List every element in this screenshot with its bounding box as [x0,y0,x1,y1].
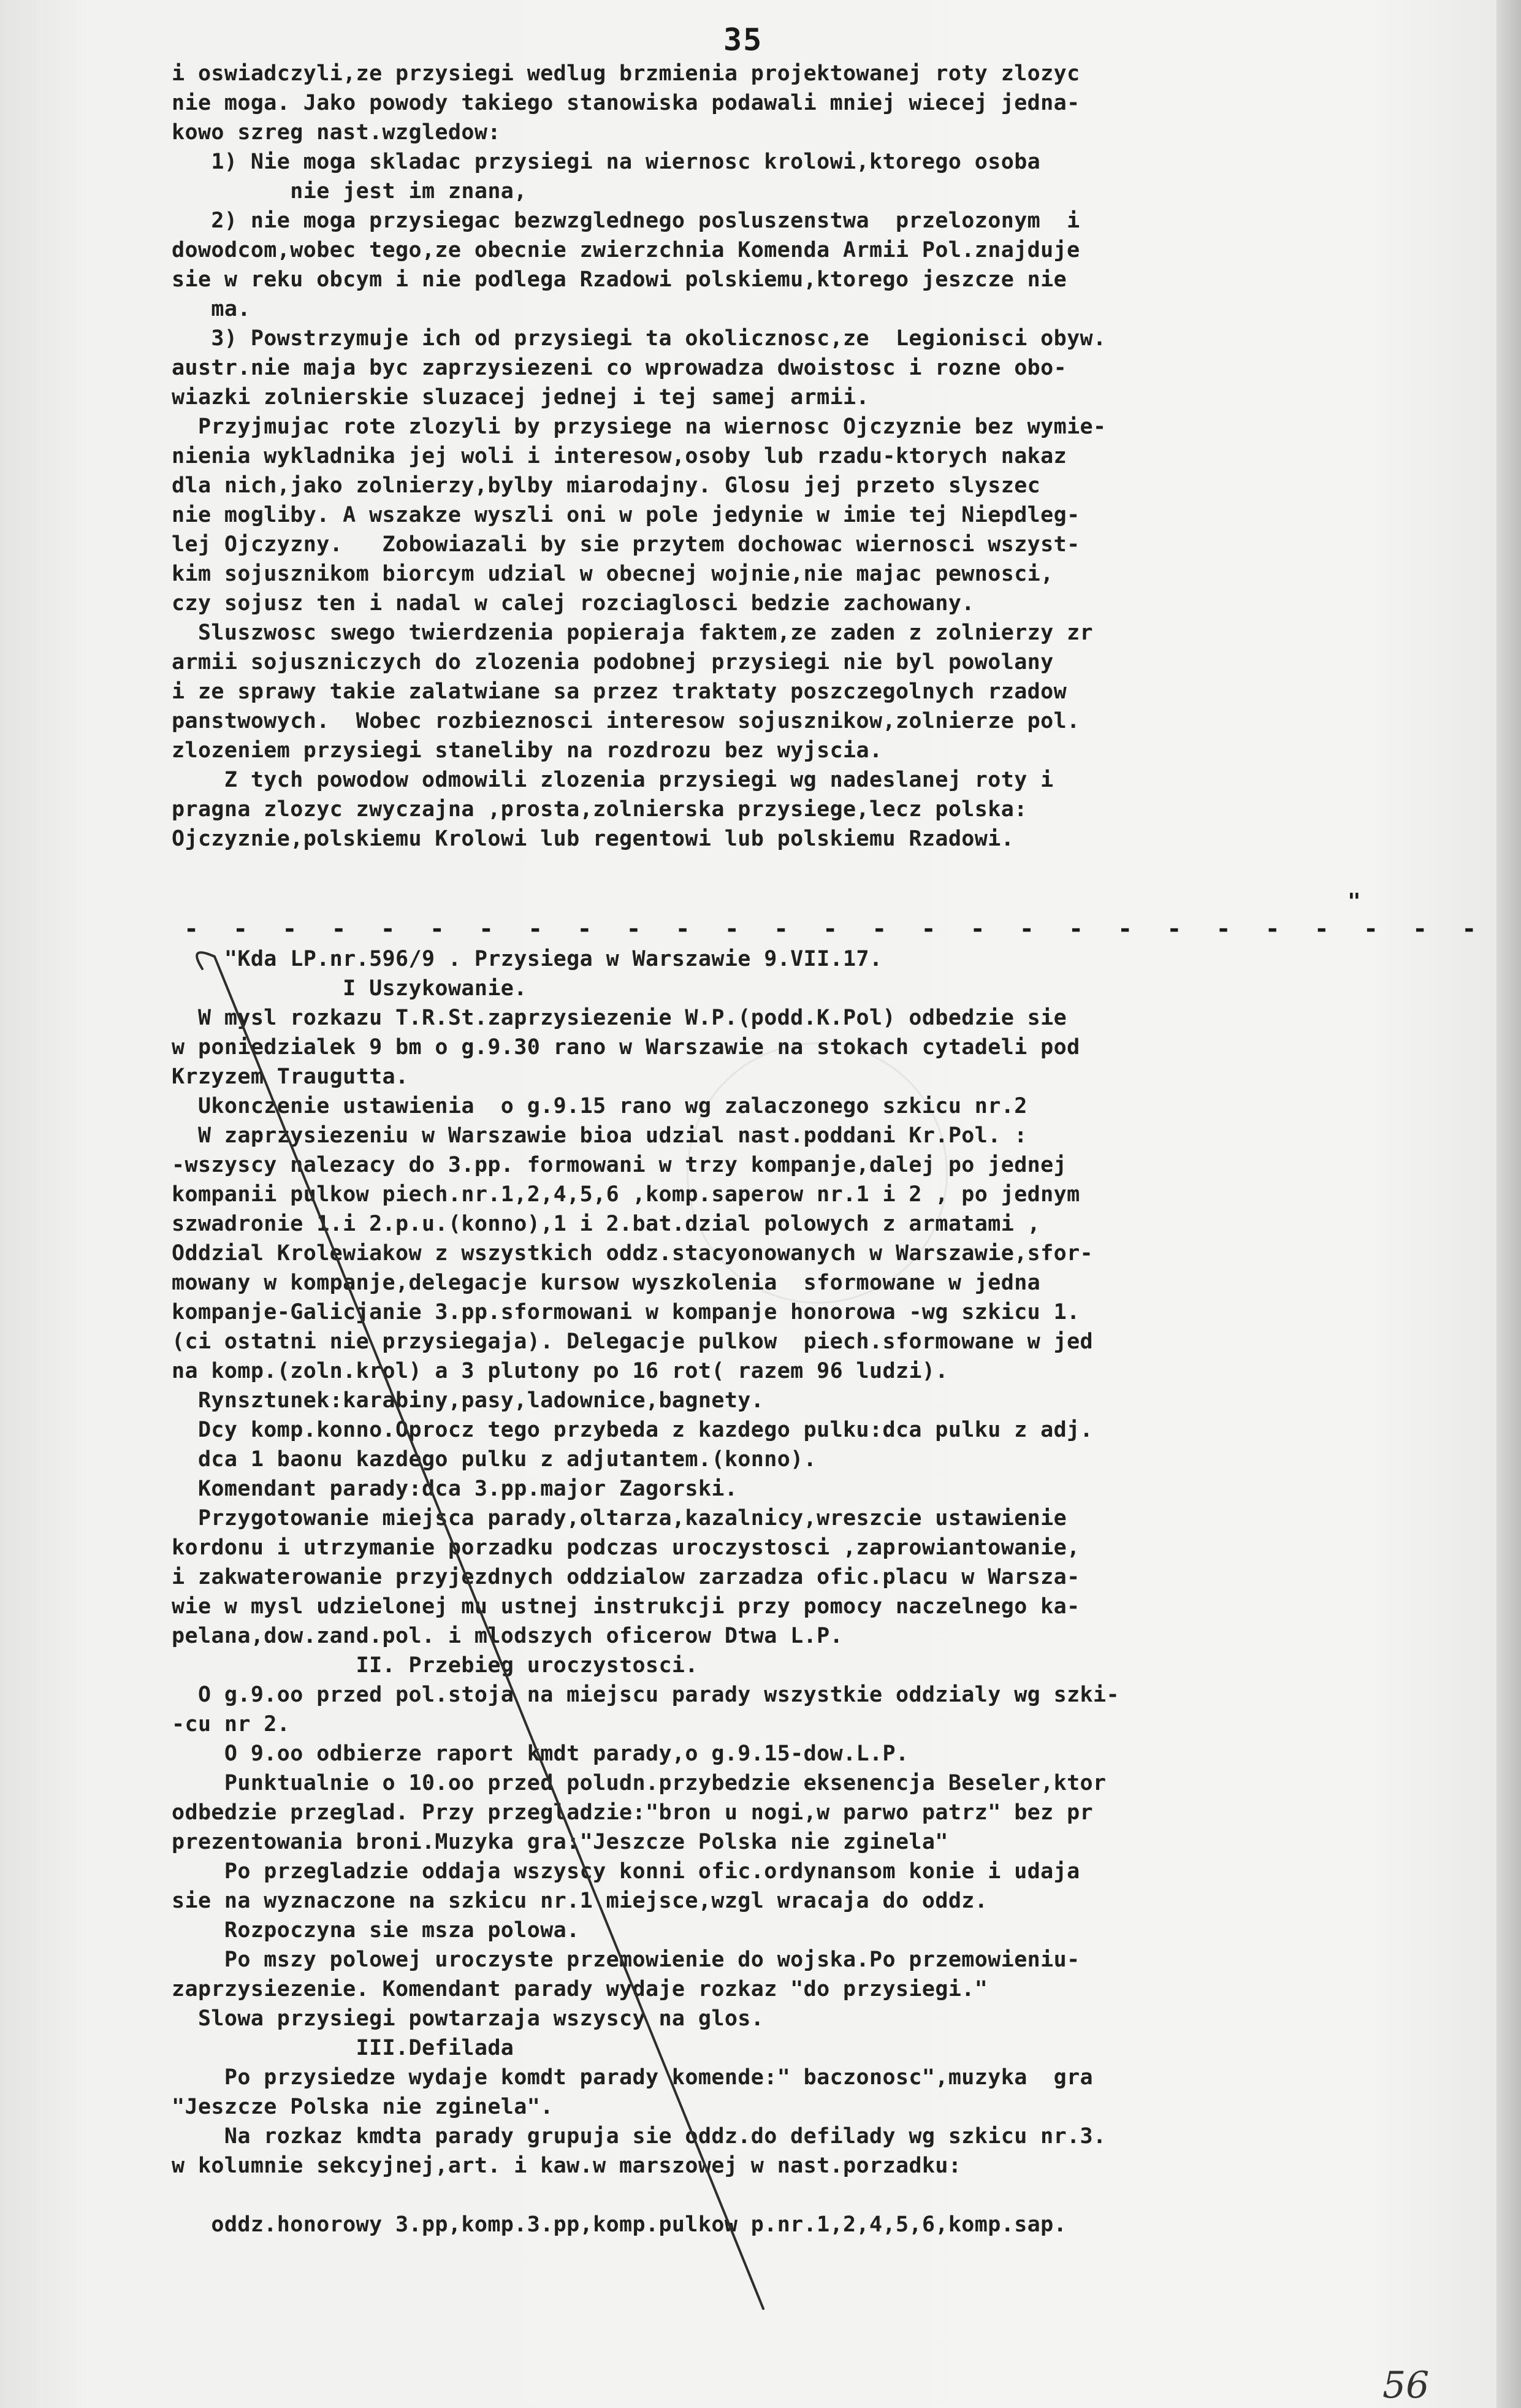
text-line: nie moga. Jako powody takiego stanowiska podawali mniej wiecej jedna- [172,91,1080,115]
text-line: sie w reku obcym i nie podlega Rzadowi polskiemu,ktorego jeszcze nie [172,267,1067,292]
text-line: kim sojusznikom biorcym udzial w obecnej wojnie,nie majac pewnosci, [172,562,1054,586]
text-line: Oddzial Krolewiakow z wszystkich oddz.stacyonowanych w Warszawie,sfor- [172,1241,1094,1266]
text-line: 1) Nie moga skladac przysiegi na wiernosc krolowi,ktorego osoba [172,150,1041,174]
dashed-separator: - - - - - - - - - - - - - - - - - - - - - - - - - - - [184,915,1487,943]
text-line: Punktualnie o 10.oo przed poludn.przybedzie eksenencja Beseler,ktor [172,1771,1107,1795]
text-line: "Kda LP.nr.596/9 . Przysiega w Warszawie 9.VII.17. [172,947,883,971]
text-line: Ojczyznie,polskiemu Krolowi lub regentowi lub polskiemu Rzadowi. [172,827,1015,851]
text-line: Komendant parady:dca 3.pp.major Zagorski. [172,1477,738,1501]
text-line: Na rozkaz kmdta parady grupuja sie oddz.do defilady wg szkicu nr.3. [172,2124,1107,2149]
text-line: pelana,dow.zand.pol. i mlodszych oficerow Dtwa L.P. [172,1624,844,1648]
text-line: II. Przebieg uroczystosci. [172,1653,698,1678]
text-line: zaprzysiezenie. Komendant parady wydaje rozkaz "do przysiegi." [172,1977,988,2001]
text-line: austr.nie maja byc zaprzysiezeni co wprowadza dwoistosc i rozne obo- [172,356,1067,380]
text-line: Po przysiedze wydaje komdt parady komende:" baczonosc",muzyka gra [172,2065,1094,2090]
text-line: kompanje-Galicjanie 3.pp.sformowani w kompanje honorowa -wg szkicu 1. [172,1300,1080,1324]
text-line: -wszyscy nalezacy do 3.pp. formowani w trzy kompanje,dalej po jednej [172,1153,1067,1177]
text-line: lej Ojczyzny. Zobowiazali by sie przytem dochowac wiernosci wszyst- [172,532,1080,557]
text-line: Ukonczenie ustawienia o g.9.15 rano wg zalaczonego szkicu nr.2 [172,1094,1027,1118]
text-line: pragna zlozyc zwyczajna ,prosta,zolnierska przysiege,lecz polska: [172,797,1027,822]
text-line: szwadronie 1.i 2.p.u.(konno),1 i 2.bat.dzial polowych z armatami , [172,1212,1041,1236]
page-number: 35 [723,22,763,58]
text-line: 3) Powstrzymuje ich od przysiegi ta okolicznosc,ze Legionisci obyw. [172,326,1107,351]
text-line: zlozeniem przysiegi staneliby na rozdrozu bez wyjscia. [172,738,883,763]
text-line: I Uszykowanie. [172,976,527,1001]
text-line: -cu nr 2. [172,1712,291,1737]
text-line: odbedzie przeglad. Przy przegladzie:"bron u nogi,w parwo patrz" bez pr [172,1800,1094,1825]
text-line: wie w mysl udzielonej mu ustnej instrukcji przy pomocy naczelnego ka- [172,1594,1080,1619]
text-line: dca 1 baonu kazdego pulku z adjutantem.(konno). [172,1447,817,1472]
text-line: w kolumnie sekcyjnej,art. i kaw.w marszowej w nast.porzadku: [172,2154,962,2178]
closing-quote-mark: " [1348,889,1361,914]
text-line: O g.9.oo przed pol.stoja na miejscu parady wszystkie oddzialy wg szki- [172,1683,1119,1707]
text-line: czy sojusz ten i nadal w calej rozciaglosci bedzie zachowany. [172,591,975,616]
text-line: Po mszy polowej uroczyste przemowienie do wojska.Po przemowieniu- [172,1947,1080,1972]
text-line: 2) nie moga przysiegac bezwzglednego posluszenstwa przelozonym i [172,208,1080,233]
text-line: Rozpoczyna sie msza polowa. [172,1918,580,1943]
text-line: nie jest im znana, [172,179,527,204]
text-line: i ze sprawy takie zalatwiane sa przez traktaty poszczegolnych rzadow [172,679,1067,704]
text-line: na komp.(zoln.krol) a 3 plutony po 16 rot( razem 96 ludzi). [172,1359,948,1383]
text-line: Przygotowanie miejsca parady,oltarza,kazalnicy,wreszcie ustawienie [172,1506,1067,1531]
text-line: kordonu i utrzymanie porzadku podczas uroczystosci ,zaprowiantowanie, [172,1535,1080,1560]
handwritten-archive-number: 56 [1382,2364,1430,2407]
text-line: Rynsztunek:karabiny,pasy,ladownice,bagnety. [172,1388,764,1413]
text-line: Sluszwosc swego twierdzenia popieraja faktem,ze zaden z zolnierzy zr [172,621,1094,645]
text-line: oddz.honorowy 3.pp,komp.3.pp,komp.pulkow p.nr.1,2,4,5,6,komp.sap. [172,2212,1067,2237]
text-line: kowo szreg nast.wzgledow: [172,120,501,145]
text-line: panstwowych. Wobec rozbieznosci interesow sojusznikow,zolnierze pol. [172,709,1080,733]
text-line [172,2181,1459,2210]
text-line: prezentowania broni.Muzyka gra:"Jeszcze Polska nie zginela" [172,1830,948,1854]
text-line: Z tych powodow odmowili zlozenia przysiegi wg nadeslanej roty i [172,768,1054,792]
text-line: Slowa przysiegi powtarzaja wszyscy na glos. [172,2006,764,2031]
text-line: dla nich,jako zolnierzy,bylby miarodajny. Glosu jej przeto slyszec [172,473,1041,498]
text-line: w poniedzialek 9 bm o g.9.30 rano w Warszawie na stokach cytadeli pod [172,1035,1080,1060]
text-line: armii sojuszniczych do zlozenia podobnej przysiegi nie byl powolany [172,650,1054,675]
text-line: W zaprzysiezeniu w Warszawie bioa udzial nast.poddani Kr.Pol. : [172,1123,1027,1148]
text-line: kompanii pulkow piech.nr.1,2,4,5,6 ,komp.saperow nr.1 i 2 , po jednym [172,1182,1080,1207]
text-line: ma. [172,297,251,321]
typewritten-text-block-2 [172,944,1459,2239]
text-line: (ci ostatni nie przysiegaja). Delegacje pulkow piech.sformowane w jed [172,1329,1094,1354]
text-line: Po przegladzie oddaja wszyscy konni ofic.ordynansom konie i udaja [172,1859,1080,1884]
text-line: sie na wyznaczone na szkicu nr.1 miejsce,wzgl wracaja do oddz. [172,1889,988,1913]
text-line: i oswiadczyli,ze przysiegi wedlug brzmienia projektowanej roty zlozyc [172,61,1080,86]
text-line: wiazki zolnierskie sluzacej jednej i tej samej armii. [172,385,870,410]
text-line: dowodcom,wobec tego,ze obecnie zwierzchnia Komenda Armii Pol.znajduje [172,238,1080,262]
text-line: nie mogliby. A wszakze wyszli oni w pole jedynie w imie tej Niepdleg- [172,503,1080,527]
page-edge-shadow [1496,0,1521,2408]
text-line: Przyjmujac rote zlozyli by przysiege na wiernosc Ojczyznie bez wymie- [172,415,1107,439]
text-line: Dcy komp.konno.Oprocz tego przybeda z kazdego pulku:dca pulku z adj. [172,1418,1094,1442]
text-line: III.Defilada [172,2036,514,2060]
text-line: Krzyzem Traugutta. [172,1064,409,1089]
text-line: mowany w kompanje,delegacje kursow wyszkolenia sformowane w jedna [172,1271,1041,1295]
text-line: O 9.oo odbierze raport kmdt parady,o g.9.15-dow.L.P. [172,1741,909,1766]
text-line: nienia wykladnika jej woli i interesow,osoby lub rzadu-ktorych nakaz [172,444,1067,468]
text-line: "Jeszcze Polska nie zginela". [172,2095,554,2119]
text-line: i zakwaterowanie przyjezdnych oddzialow zarzadza ofic.placu w Warsza- [172,1565,1080,1589]
typewritten-text-block-1 [172,59,1459,854]
text-line: W mysl rozkazu T.R.St.zaprzysiezenie W.P.(podd.K.Pol) odbedzie sie [172,1006,1067,1030]
